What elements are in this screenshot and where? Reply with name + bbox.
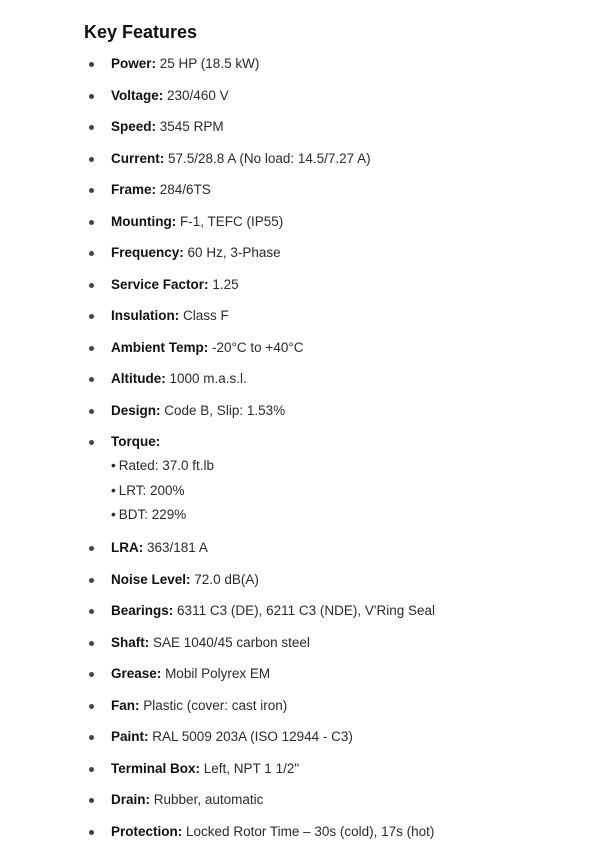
- torque-sub-list: [111, 454, 584, 528]
- feature-label: Altitude:: [111, 371, 166, 386]
- feature-label: Power:: [111, 56, 157, 71]
- feature-label: Design:: [111, 402, 161, 418]
- feature-value: 1000 m.a.s.l.: [169, 371, 247, 386]
- sub-bullet-glyph: •: [111, 482, 116, 498]
- feature-label: Frame:: [111, 182, 157, 197]
- feature-value: Mobil Polyrex EM: [165, 666, 271, 681]
- feature-item: [84, 789, 584, 811]
- torque-sub-text: BDT: 229%: [118, 507, 187, 522]
- feature-item: [84, 695, 584, 717]
- feature-item: [84, 242, 584, 264]
- feature-value: 363/181 A: [147, 540, 208, 555]
- feature-item: [84, 600, 584, 622]
- feature-value: 230/460 V: [167, 87, 229, 103]
- feature-value: 72.0 dB(A): [194, 571, 259, 587]
- feature-item: [84, 632, 584, 654]
- feature-list: [84, 53, 584, 852]
- feature-item: [84, 179, 584, 201]
- feature-item: [84, 758, 584, 780]
- feature-value: F-1, TEFC (IP55): [180, 213, 284, 229]
- feature-value: 6311 C3 (DE), 6211 C3 (NDE), V'Ring Seal: [177, 603, 435, 618]
- feature-value: 3545 RPM: [159, 119, 224, 134]
- feature-item: [84, 663, 584, 685]
- feature-item: [84, 148, 584, 170]
- torque-sub-text: LRT: 200%: [118, 482, 185, 498]
- feature-item-torque: [84, 431, 584, 528]
- feature-label: Drain:: [111, 792, 151, 807]
- key-features-section: [84, 20, 584, 839]
- feature-item: [84, 821, 584, 843]
- feature-label: Torque:: [111, 434, 161, 449]
- torque-sub-item: [111, 503, 584, 528]
- feature-value: Rubber, automatic: [153, 792, 264, 807]
- feature-value: Class F: [183, 308, 229, 323]
- feature-item: [84, 400, 584, 422]
- feature-label: Ambient Temp:: [111, 339, 209, 355]
- sub-bullet-glyph: •: [111, 458, 116, 473]
- feature-label: Shaft:: [111, 634, 150, 650]
- feature-item: [84, 537, 584, 559]
- feature-item: [84, 305, 584, 327]
- feature-value: Left, NPT 1 1/2": [203, 760, 300, 776]
- feature-item: [84, 569, 584, 591]
- feature-item: [84, 368, 584, 390]
- section-heading: Key Features: [84, 22, 198, 42]
- feature-label: Frequency:: [111, 245, 184, 260]
- feature-item: [84, 85, 584, 107]
- torque-sub-text: Rated: 37.0 ft.lb: [118, 458, 215, 473]
- feature-label: Speed:: [111, 119, 157, 134]
- feature-value: Plastic (cover: cast iron): [143, 697, 288, 713]
- feature-label: LRA:: [111, 540, 144, 555]
- feature-item: [84, 274, 584, 296]
- feature-value: 57.5/28.8 A (No load: 14.5/7.27 A): [168, 150, 371, 166]
- feature-label: Bearings:: [111, 603, 174, 618]
- feature-value: -20°C to +40°C: [212, 339, 304, 355]
- feature-label: Noise Level:: [111, 571, 191, 587]
- feature-value: 60 Hz, 3-Phase: [187, 245, 281, 260]
- feature-item: [84, 337, 584, 359]
- sub-bullet-glyph: •: [111, 507, 116, 522]
- torque-sub-item: [111, 479, 584, 504]
- feature-label: Fan:: [111, 697, 140, 713]
- feature-label: Paint:: [111, 729, 149, 744]
- feature-label: Voltage:: [111, 87, 164, 103]
- feature-label: Current:: [111, 150, 165, 166]
- feature-item: [84, 53, 584, 75]
- feature-value: SAE 1040/45 carbon steel: [153, 634, 310, 650]
- feature-item: [84, 726, 584, 748]
- feature-label: Insulation:: [111, 308, 180, 323]
- feature-label: Service Factor:: [111, 276, 209, 292]
- torque-sub-item: [111, 454, 584, 479]
- feature-item: [84, 116, 584, 138]
- feature-label: Mounting:: [111, 213, 177, 229]
- feature-value: Code B, Slip: 1.53%: [164, 402, 286, 418]
- feature-label: Protection:: [111, 823, 183, 839]
- feature-item: [84, 211, 584, 233]
- feature-value: RAL 5009 203A (ISO 12944 - C3): [152, 729, 353, 744]
- feature-value: 1.25: [212, 276, 239, 292]
- feature-value: 284/6TS: [159, 182, 211, 197]
- feature-label: Grease:: [111, 666, 162, 681]
- feature-value: Locked Rotor Time – 30s (cold), 17s (hot): [186, 823, 435, 839]
- feature-value: 25 HP (18.5 kW): [159, 56, 260, 71]
- feature-label: Terminal Box:: [111, 760, 201, 776]
